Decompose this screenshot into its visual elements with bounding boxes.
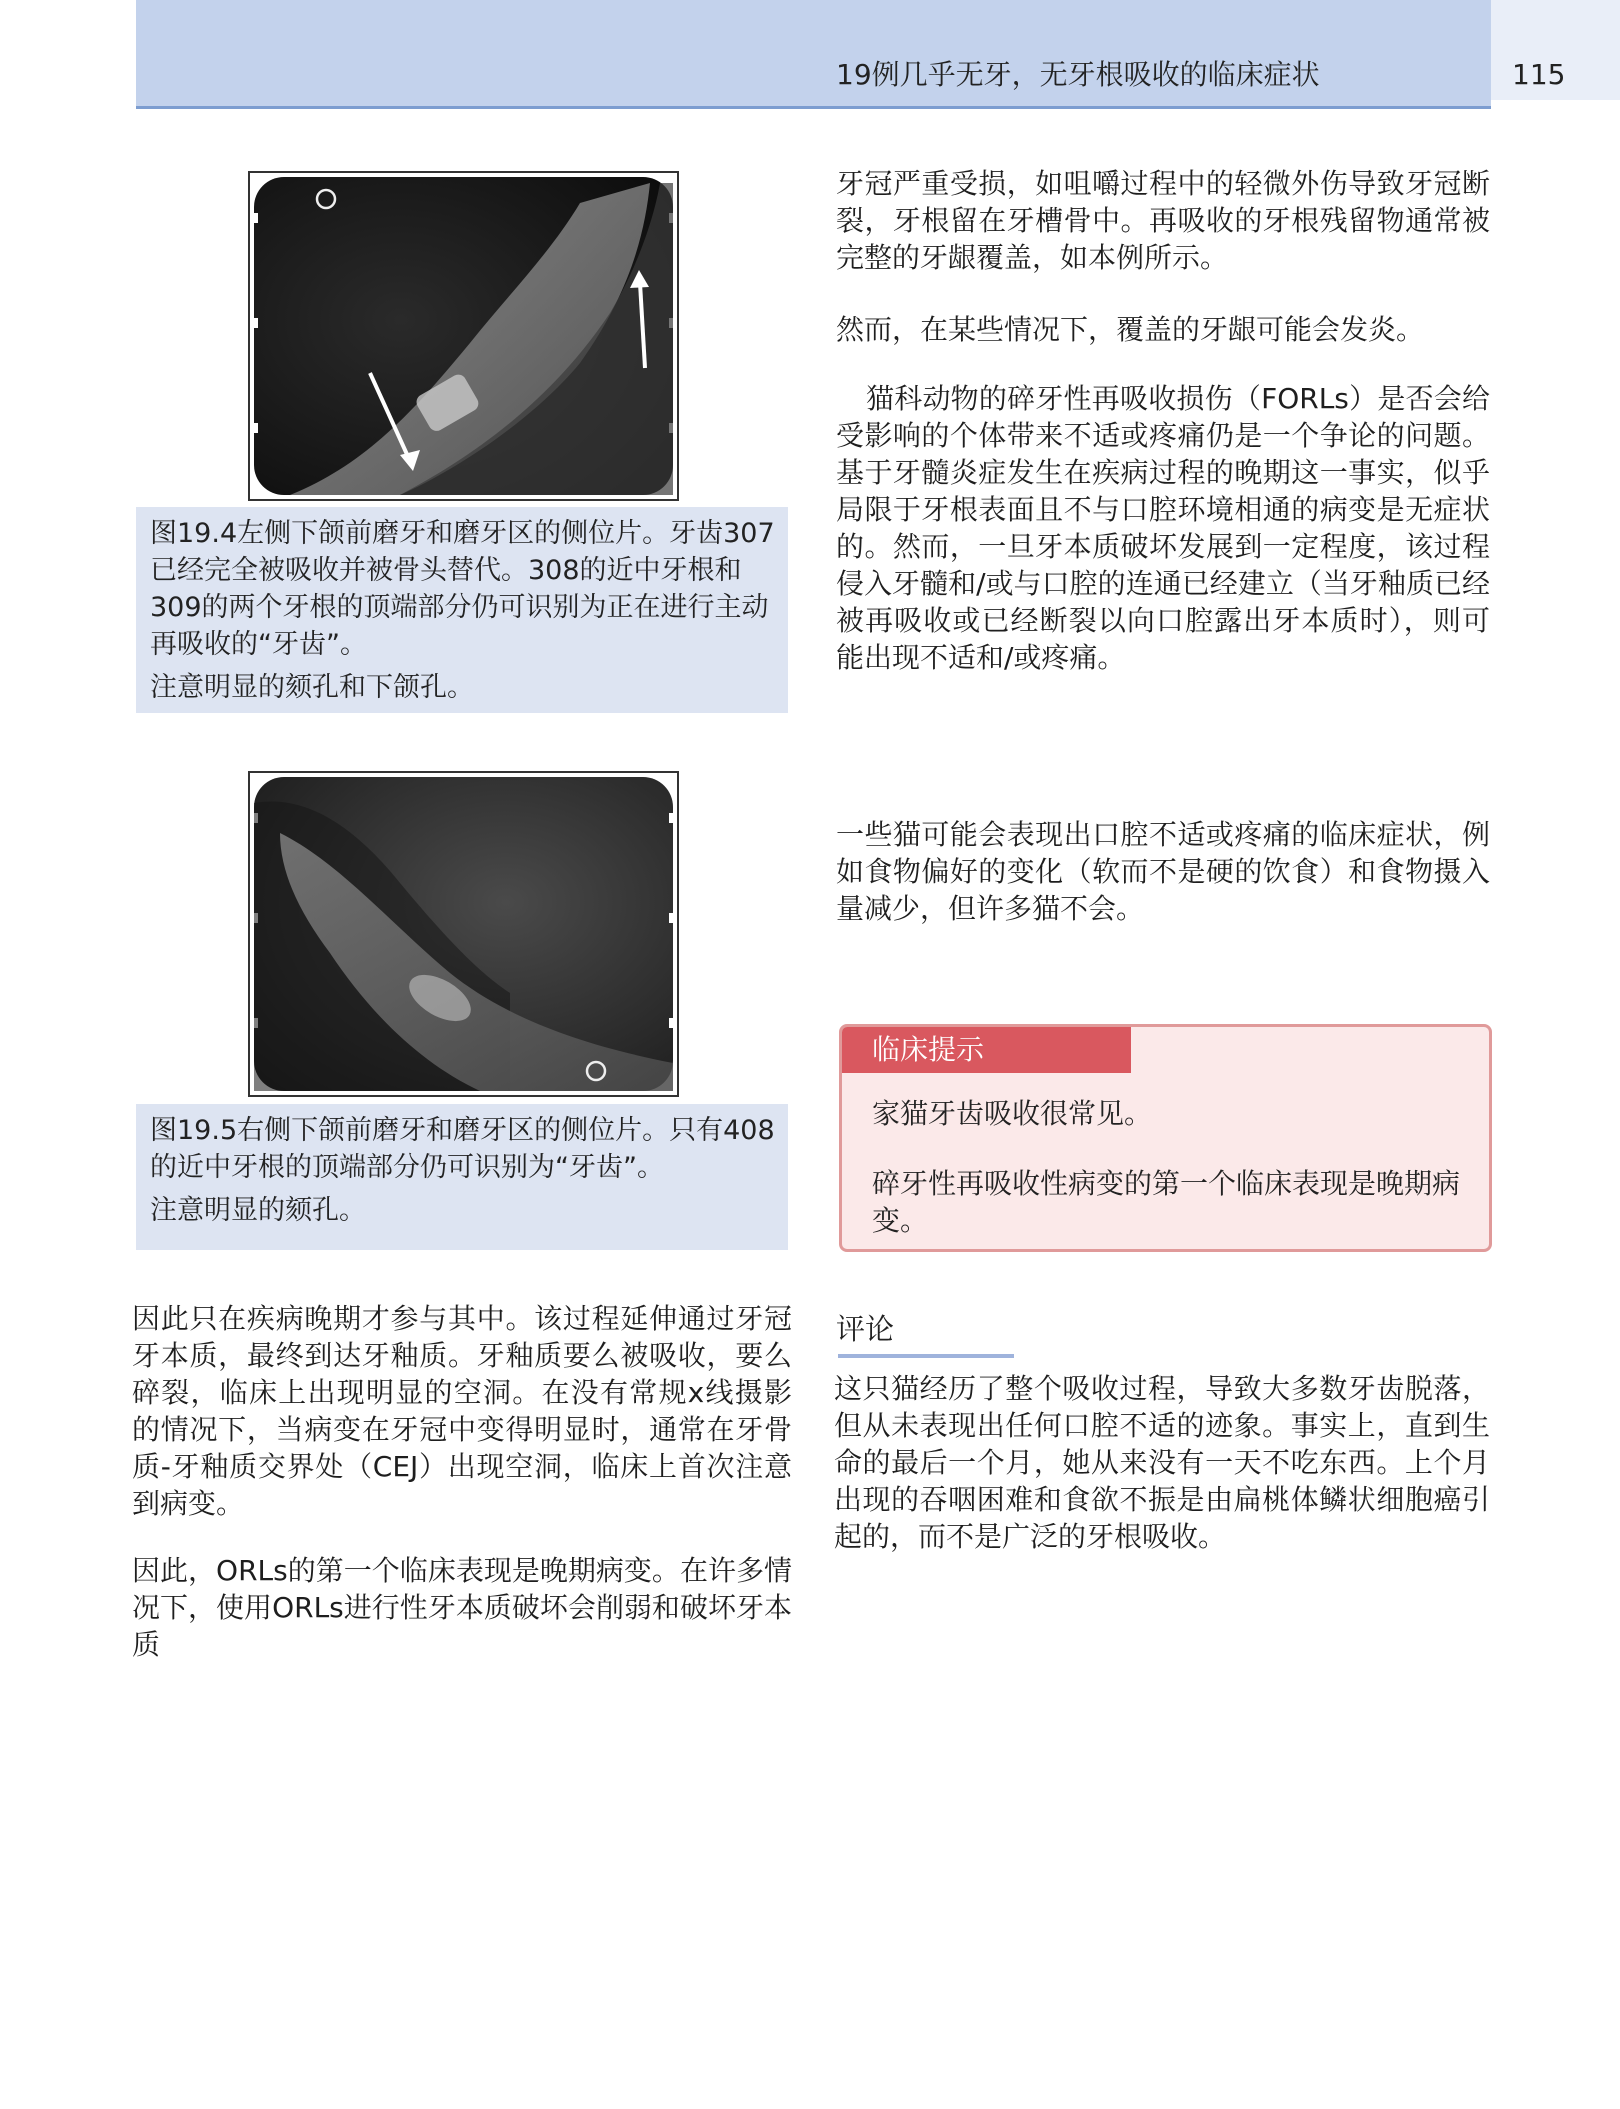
right-column-paragraph-4 [836, 816, 1490, 927]
left-column-paragraph-2 [132, 1552, 792, 1663]
right-para-3-text: 猫科动物的碎牙性再吸收损伤（FORLs）是否会给受影响的个体带来不适或疼痛仍是一个争论的问题。基于牙髓炎症发生在疾病过程的晚期这一事实，似乎局限于牙根表面且不与口腔环境相通的病变是无症状的。然而，一旦牙本质破坏发展到一定程度，该过程侵入牙髓和/或与口腔的连通已经建立（当牙釉质已经被再吸收或已经断裂以向口腔露出牙本质时），则可能出现不适和/或疼痛。 [836, 382, 1490, 674]
figure-19-4-caption-note: 注意明显的颏孔和下颌孔。 [150, 672, 474, 703]
clinical-tip-title: 临床提示 [842, 1027, 1131, 1073]
figure-19-5-caption-note: 注意明显的颏孔。 [150, 1195, 366, 1226]
comment-heading-underline [838, 1354, 1014, 1358]
right-column-paragraph-1 [836, 165, 1490, 276]
clinical-tip-line-2: 碎牙性再吸收性病变的第一个临床表现是晚期病变。 [872, 1167, 1461, 1237]
running-title: 19例几乎无牙，无牙根吸收的临床症状 [836, 58, 1320, 91]
clinical-tip-box [839, 1024, 1492, 1252]
right-column-paragraph-2 [836, 311, 1490, 348]
comment-paragraph [834, 1370, 1490, 1555]
left-para-1-text: 因此只在疾病晚期才参与其中。该过程延伸通过牙冠牙本质，最终到达牙釉质。牙釉质要么被吸收，要么碎裂，临床上出现明显的空洞。在没有常规x线摄影的情况下，当病变在牙冠中变得明显时，通常在牙骨质-牙釉质交界处（CEJ）出现空洞，临床上首次注意到病变。 [132, 1302, 792, 1520]
comment-heading: 评论 [836, 1312, 895, 1346]
left-para-2-text: 因此，ORLs的第一个临床表现是晚期病变。在许多情况下，使用ORLs进行性牙本质破坏会削弱和破坏牙本质 [132, 1554, 792, 1661]
radiograph-19-5 [248, 771, 679, 1097]
right-para-1-text: 牙冠严重受损，如咀嚼过程中的轻微外伤导致牙冠断裂，牙根留在牙槽骨中。再吸收的牙根残留物通常被完整的牙龈覆盖，如本例所示。 [836, 167, 1490, 274]
figure-19-5-caption-text: 图19.5右侧下颌前磨牙和磨牙区的侧位片。只有408的近中牙根的顶端部分仍可识别为“牙齿”。 [150, 1115, 775, 1183]
figure-19-4-caption-text: 图19.4左侧下颌前磨牙和磨牙区的侧位片。牙齿307已经完全被吸收并被骨头替代。308的近中牙根和309的两个牙根的顶端部分仍可识别为正在进行主动再吸收的“牙齿”。 [150, 518, 775, 660]
right-para-4-text: 一些猫可能会表现出口腔不适或疼痛的临床症状，例如食物偏好的变化（软而不是硬的饮食）和食物摄入量减少，但许多猫不会。 [836, 818, 1490, 925]
right-para-2-text: 然而，在某些情况下，覆盖的牙龈可能会发炎。 [836, 313, 1425, 346]
right-column-paragraph-3 [836, 380, 1490, 676]
radiograph-19-4 [248, 171, 679, 501]
comment-text: 这只猫经历了整个吸收过程，导致大多数牙齿脱落，但从未表现出任何口腔不适的迹象。事实上，直到生命的最后一个月，她从来没有一天不吃东西。上个月出现的吞咽困难和食欲不振是由扁桃体鳞状细胞癌引起的，而不是广泛的牙根吸收。 [834, 1372, 1490, 1553]
clinical-tip-line-1: 家猫牙齿吸收很常见。 [872, 1097, 1153, 1130]
left-column-paragraph-1 [132, 1300, 792, 1522]
figure-19-4-caption [136, 507, 788, 713]
page-number: 115 [1512, 58, 1566, 91]
figure-19-5-caption [136, 1104, 788, 1250]
